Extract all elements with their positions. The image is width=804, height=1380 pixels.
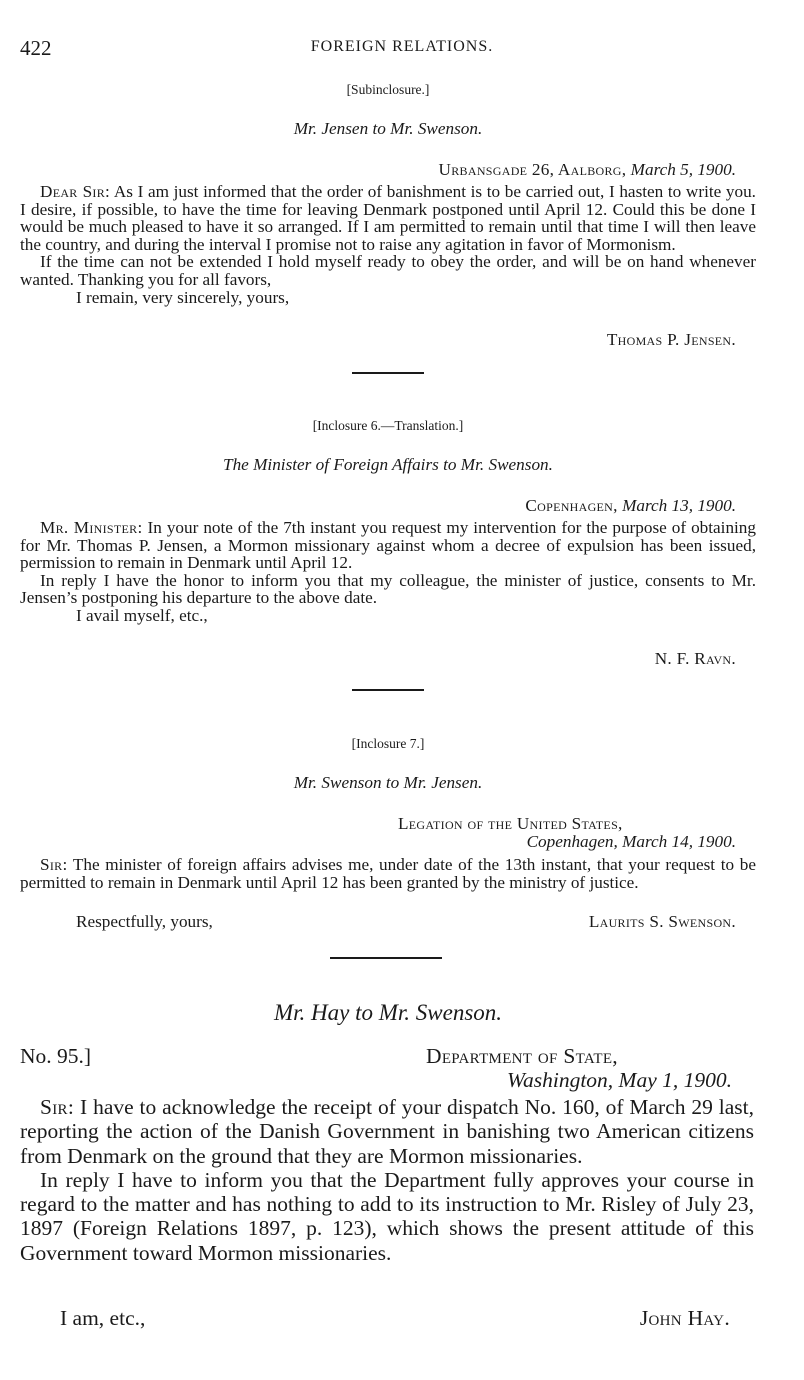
letter-closing: I am, etc., [60,1306,146,1330]
inclosure7-dateline-date: Copenhagen, March 14, 1900. [526,832,736,851]
page-number: 422 [20,36,52,60]
dateline-date: March 5, 1900. [630,160,736,179]
dateline-address: Urbansgade 26, Aalborg, [438,160,627,179]
inclosure7-title: Mr. Swenson to Mr. Jensen. [293,773,483,792]
running-title: FOREIGN RELATIONS. [310,38,494,55]
inclosure7-dateline-place: Legation of the United States, [398,814,623,833]
inclosure6-paragraph-2: In reply I have the honor to inform you that my colleague, the minister of justice, consents to Mr. Jensen’s postponing his departure to the above date. [20,570,756,608]
letter-dateline-place: Department of State, [426,1044,618,1068]
dateline-date: March 13, 1900. [622,496,736,515]
paragraph-text: I have to acknowledge the receipt of your dispatch No. 160, of March 29 last, reporting the action of the Danish Government in banishing two American citizens from Denmark on the ground that they are Mormon missionaries. [20,1095,755,1168]
salutation: Sir: [40,855,68,874]
divider [352,372,424,374]
inclosure6-closing: I avail myself, etc., [76,605,208,625]
letter-number: No. 95.] [20,1044,92,1068]
paragraph-text: The minister of foreign affairs advises me, under date of the 13th instant, that your request to be permitted to remain in Denmark until April 12 has been granted by the ministry of justice. [20,855,756,892]
subinclosure-title: Mr. Jensen to Mr. Swenson. [293,119,483,138]
divider [330,957,442,959]
inclosure6-signature: N. F. Ravn. [654,649,736,668]
dateline-place: Copenhagen, [525,496,618,515]
subinclosure-signature: Thomas P. Jensen. [606,330,736,349]
salutation: Mr. Minister: [40,518,143,537]
inclosure7-body [20,856,756,891]
subinclosure-paragraph-1 [20,183,756,253]
letter-signature: John Hay. [639,1306,730,1330]
paragraph-text: As I am just informed that the order of banishment is to be carried out, I hasten to write you. I desire, if possible, to have the time for leaving Denmark postponed until April 12. Could this be done I would be much pleased to have it so arranged. If I am permitted to remain until that time I will then leave the country, and during the interval I promise not to raise any agitation in favor of Mormonism. [20,182,756,254]
subinclosure-closing: I remain, very sincerely, yours, [76,287,290,307]
inclosure6-paragraph-1 [20,519,756,572]
paragraph-text: In your note of the 7th instant you request my intervention for the purpose of obtaining for Mr. Thomas P. Jensen, a Mormon missionary against whom a decree of expulsion has been issued, permission to remain in Denmark until April 12. [20,518,756,573]
salutation: Dear Sir: [40,182,111,201]
divider [352,689,424,691]
inclosure6-title: The Minister of Foreign Affairs to Mr. Swenson. [223,455,553,474]
inclosure7-label: [Inclosure 7.] [351,736,425,751]
inclosure7-signature: Laurits S. Swenson. [588,912,736,931]
letter-title: Mr. Hay to Mr. Swenson. [273,1000,503,1025]
letter-paragraph-1 [20,1095,754,1168]
subinclosure-label: [Subinclosure.] [346,82,430,97]
inclosure6-body [20,519,756,625]
subinclosure-paragraph-2: If the time can not be extended I hold myself ready to obey the order, and will be on hand whenever wanted. Thanking you for all favors, [20,252,756,289]
letter-body [20,1095,754,1265]
inclosure6-dateline [20,497,736,515]
letter-paragraph-2: In reply I have to inform you that the Department fully approves your course in regard to the matter and has nothing to add to its instruction to Mr. Risley of July 23, 1897 (Foreign Relations 1897, p. 123), which shows the present attitude of this Government toward Mormon missionaries. [20,1167,754,1265]
inclosure6-label: [Inclosure 6.—Translation.] [312,418,464,433]
inclosure7-closing: Respectfully, yours, [76,912,213,931]
letter-dateline-date: Washington, May 1, 1900. [507,1068,732,1092]
salutation: Sir: [40,1095,75,1119]
inclosure7-paragraph-1 [20,856,756,891]
subinclosure-dateline [20,161,736,179]
subinclosure-body [20,183,756,306]
